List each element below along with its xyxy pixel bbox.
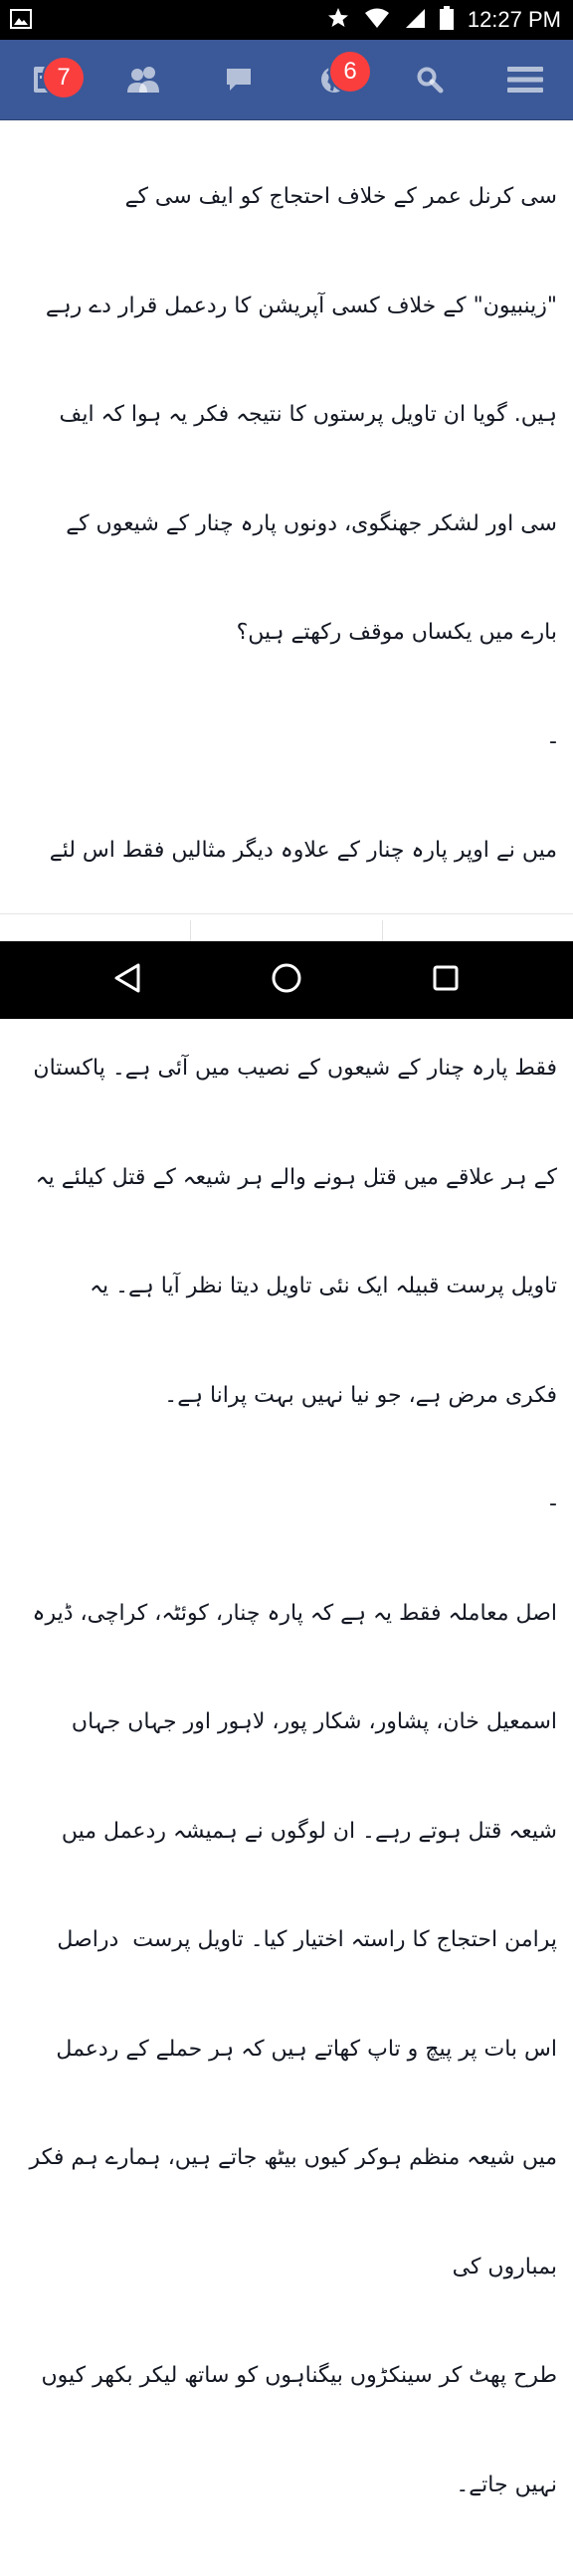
battery-icon xyxy=(440,6,454,34)
back-icon xyxy=(112,962,142,998)
android-navigation-bar xyxy=(0,941,573,1019)
post-line: سی کرنل عمر کے خلاف احتجاج کو ایف سی کے xyxy=(124,184,557,209)
post-line: بارے میں یکساں موقف رکھتے ہیں؟ xyxy=(236,620,557,645)
post-line: "زینبیون" کے خلاف کسی آپریشن کا ردعمل قرار دے رہے xyxy=(45,293,557,318)
post-line: میں شیعہ منظم ہوکر کیوں بیٹھ جاتے ہیں، ہمارے ہم فکر xyxy=(29,2145,557,2170)
post-line: فقط پارہ چنار کے شیعوں کے نصیب میں آئی ہے۔ پاکستان xyxy=(33,1056,557,1081)
post-content xyxy=(0,120,573,2497)
status-time: 12:27 PM xyxy=(467,7,561,32)
back-button[interactable] xyxy=(68,941,187,1019)
messages-icon xyxy=(224,65,254,95)
post-action-bar xyxy=(0,913,573,942)
post-line: پرامن احتجاج کا راستہ اختیار کیا۔ تاویل پرست دراصل xyxy=(57,1927,557,1952)
post-line: بمباروں کی xyxy=(445,2254,557,2279)
star-icon xyxy=(326,6,350,34)
action-divider xyxy=(190,920,191,942)
post-line: اس بات پر پیچ و تاپ کھاتے ہیں کہ ہر حملے کے ردعمل xyxy=(56,2036,557,2062)
news-feed-badge: 7 xyxy=(44,58,84,98)
post-text xyxy=(20,106,557,2576)
status-bar xyxy=(0,0,573,40)
post-separator: - xyxy=(549,1491,557,1516)
notifications-badge: 6 xyxy=(330,52,370,92)
post-line: طرح پھٹ کر سینکڑوں بیگناہوں کو ساتھ لیکر بکھر کیوں xyxy=(41,2363,557,2388)
menu-icon xyxy=(507,66,543,94)
post-line: فکری مرض ہے، جو نیا نہیں بہت پرانا ہے۔ xyxy=(164,1382,557,1408)
action-divider xyxy=(382,920,383,942)
friends-icon xyxy=(125,65,161,95)
recents-icon xyxy=(432,964,460,996)
recents-button[interactable] xyxy=(386,941,505,1019)
wifi-icon xyxy=(364,7,390,33)
post-separator: - xyxy=(549,728,557,754)
home-icon xyxy=(271,962,302,998)
post-line: سی اور لشکر جھنگوی، دونوں پارہ چنار کے شیعوں کے xyxy=(66,510,557,536)
home-button[interactable] xyxy=(227,941,346,1019)
post-line: شیعہ قتل ہوتے رہے۔ ان لوگوں نے ہمیشہ ردعمل میں xyxy=(61,1818,557,1844)
post-line: نہیں جاتے۔ xyxy=(456,2472,557,2497)
post-line: اصل معاملہ فقط یہ ہے کہ پارہ چنار، کوئٹہ، کراچی، ڈیرہ xyxy=(32,1600,557,1626)
signal-icon xyxy=(404,7,426,33)
post-line: تاویل پرست قبیلہ ایک نئی تاویل دیتا نظر آیا ہے۔ یہ xyxy=(90,1274,557,1298)
post-line: ہیں. گویا ان تاویل پرستوں کا نتیجہ فکر یہ ہوا کہ ایف xyxy=(59,402,557,427)
post-line: کے ہر علاقے میں قتل ہونے والے ہر شیعہ کے قتل کیلئے یہ xyxy=(35,1164,557,1190)
search-icon xyxy=(416,66,444,94)
post-line: اسمعیل خان، پشاور، شکار پور، لاہور اور جہاں جہاں xyxy=(71,1709,557,1734)
image-icon xyxy=(10,9,32,29)
post-line: میں نے اوپر پارہ چنار کے علاوہ دیگر مثالیں فقط اس لئے xyxy=(49,838,557,863)
